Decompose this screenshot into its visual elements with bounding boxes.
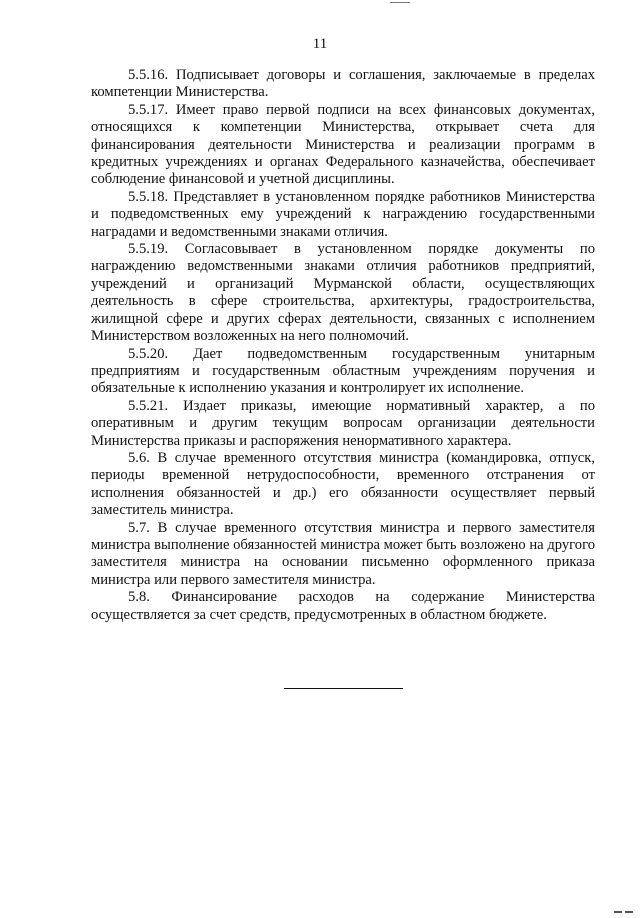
- document-body: [91, 67, 595, 624]
- paragraph-5-5-20: 5.5.20. Дает подведомственным государственным унитарным предприятиям и государственным областным учреждениям поручения и обязательные к исполнению указания и контролирует их исполнение.: [91, 345, 595, 397]
- paragraph-5-5-16: 5.5.16. Подписывает договоры и соглашения, заключаемые в пределах компетенции Министерства.: [91, 67, 595, 101]
- scan-mark: [390, 2, 410, 3]
- paragraph-5-7: 5.7. В случае временного отсутствия министра и первого заместителя министра выполнение обязанностей министра может быть возложено на другого заместителя министра на основании письменно оформленного приказа министра или первого заместителя министра.: [91, 519, 595, 588]
- end-of-document-rule: [284, 688, 403, 689]
- edge-mark: [625, 911, 633, 913]
- scan-edge-marks: [611, 900, 637, 903]
- paragraph-5-5-17: 5.5.17. Имеет право первой подписи на всех финансовых документах, относящихся к компетенции Министерства, открывает счета для финансирования деятельности Министерства и реализации программ в кредитных учреждениях и органах Федерального казначейства, обеспечивает соблюдение финансовой и учетной дисциплины.: [91, 101, 595, 188]
- paragraph-5-5-21: 5.5.21. Издает приказы, имеющие нормативный характер, а по оперативным и другим текущим вопросам организации деятельности Министерства приказы и распоряжения ненормативного характера.: [91, 397, 595, 449]
- paragraph-5-5-18: 5.5.18. Представляет в установленном порядке работников Министерства и подведомственных ему учреждений к награждению государственными наградами и ведомственными знаками отличия.: [91, 188, 595, 240]
- paragraph-5-6: 5.6. В случае временного отсутствия министра (командировка, отпуск, периоды временной нетрудоспособности, временного отстранения от исполнения обязанностей и др.) его обязанности осуществляет первый заместитель министра.: [91, 449, 595, 519]
- paragraph-5-5-19: 5.5.19. Согласовывает в установленном порядке документы по награждению ведомственными знаками отличия работников предприятий, учреждений и организаций Мурманской области, осуществляющих деятельность в сфере строительства, архитектуры, градостроительства, жилищной сфере и других сферах деятельности, связанных с исполнением Министерством возложенных на него полномочий.: [91, 241, 595, 345]
- page-number: 11: [312, 36, 328, 52]
- paragraph-5-8: 5.8. Финансирование расходов на содержание Министерства осуществляется за счет средств, предусмотренных в областном бюджете.: [91, 589, 595, 623]
- edge-mark: [614, 911, 622, 913]
